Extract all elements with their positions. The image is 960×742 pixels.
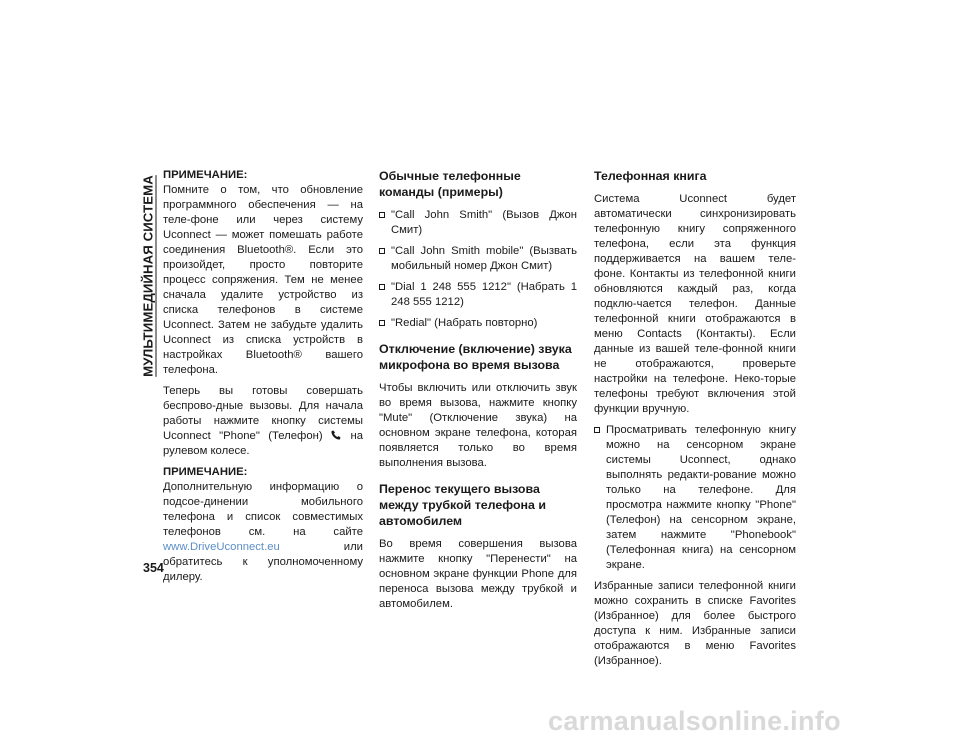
note-text-2-tail: или обратитесь к уполномоченному дилеру. — [163, 541, 363, 583]
section-side-tab-label: МУЛЬТИМЕДИЙНАЯ СИСТЕМА — [140, 175, 156, 377]
heading-phonebook: Телефонная книга — [594, 169, 707, 183]
list-item: "Redial" (Набрать повторно) — [379, 316, 577, 331]
note-label-2: ПРИМЕЧАНИЕ: — [163, 466, 248, 478]
section-side-tab — [138, 172, 158, 380]
paragraph-mute: Чтобы включить или отключить звук во время вызова, нажмите кнопку "Mute" (Отключение звука) на основном экране телефона, которая появляется только во время выполнения вызова. — [379, 382, 577, 469]
column-middle — [379, 168, 577, 618]
paragraph-phonebook-sync: Система Uconnect будет автоматически синхронизировать телефонную книгу сопряженного телефона, если эта функция поддерживается на вашем теле-фоне. Контакты из телефонной книги обновляются каждый раз, когда подклю-чается телефон. Данные телефонной книги отображаются в меню Contacts (Контакты). Если данные из вашей теле-фонной книги не отображаются, проверьте настройки на телефоне. Неко-торые телефоны требуют включения этой функции вручную. — [594, 193, 796, 415]
paragraph-ready-calls-tail: на рулевом колесе. — [163, 430, 363, 457]
page-number: 354 — [143, 561, 164, 575]
paragraph-transfer: Во время совершения вызова нажмите кнопку "Перенести" на основном экране функции Phone для переноса вызова между трубкой и автомобилем. — [379, 538, 577, 610]
column-left — [163, 168, 363, 591]
heading-transfer-call: Перенос текущего вызова между трубкой телефона и автомобилем — [379, 482, 546, 528]
note-text: Помните о том, что обновление программного обеспечения — на теле-фоне или через систему Uconnect — может помешать работе соединения Bluetooth®. Если это произойдет, просто повторите процесс сопряжения. Тем не менее сначала удалите устройство из списка телефонов в системе Uconnect. Затем не забудьте удалить Uconnect из списка устройств в настройках Bluetooth® вашего телефона. — [163, 184, 363, 376]
list-item: "Dial 1 248 555 1212" (Набрать 1 248 555 1212) — [379, 280, 577, 310]
note-text-2-lead: Дополнительную информацию о подсое-динении мобильного телефона и список совместимых телефонов см. на сайте — [163, 481, 363, 538]
drive-uconnect-link[interactable]: www.DriveUconnect.eu — [163, 541, 280, 553]
note-text-2 — [163, 480, 363, 585]
watermark-logo: carmanualsonline.info — [548, 706, 841, 736]
paragraph-favorites: Избранные записи телефонной книги можно сохранить в списке Favorites (Избранное) для более быстрого доступа к ним. Избранные записи отображаются в меню Favorites (Избранное). — [594, 580, 796, 667]
list-item: "Call John Smith" (Вызов Джон Смит) — [379, 208, 577, 238]
column-right — [594, 168, 796, 675]
phone-icon — [331, 430, 342, 440]
list-item: Просматривать телефонную книгу можно на сенсорном экране системы Uconnect, однако выполнять редакти-рование можно только на телефоне. Для просмотра нажмите кнопку "Phone" (Телефон) на сенсорном экране, затем нажмите "Phonebook" (Телефонная книга) на сенсорном экране. — [594, 423, 796, 573]
list-item: "Call John Smith mobile" (Вызвать мобильный номер Джон Смит) — [379, 244, 577, 274]
command-list — [379, 208, 577, 331]
phonebook-list — [594, 423, 796, 573]
note-label: ПРИМЕЧАНИЕ: — [163, 169, 248, 181]
paragraph-ready-calls-text: Теперь вы готовы совершать беспрово-дные вызовы. Для начала работы нажмите кнопку системы Uconnect "Phone" (Телефон) — [163, 385, 363, 442]
paragraph-ready-calls — [163, 384, 363, 459]
heading-mute-microphone: Отключение (включение) звука микрофона во время вызова — [379, 342, 572, 372]
heading-common-commands: Обычные телефонные команды (примеры) — [379, 169, 521, 199]
